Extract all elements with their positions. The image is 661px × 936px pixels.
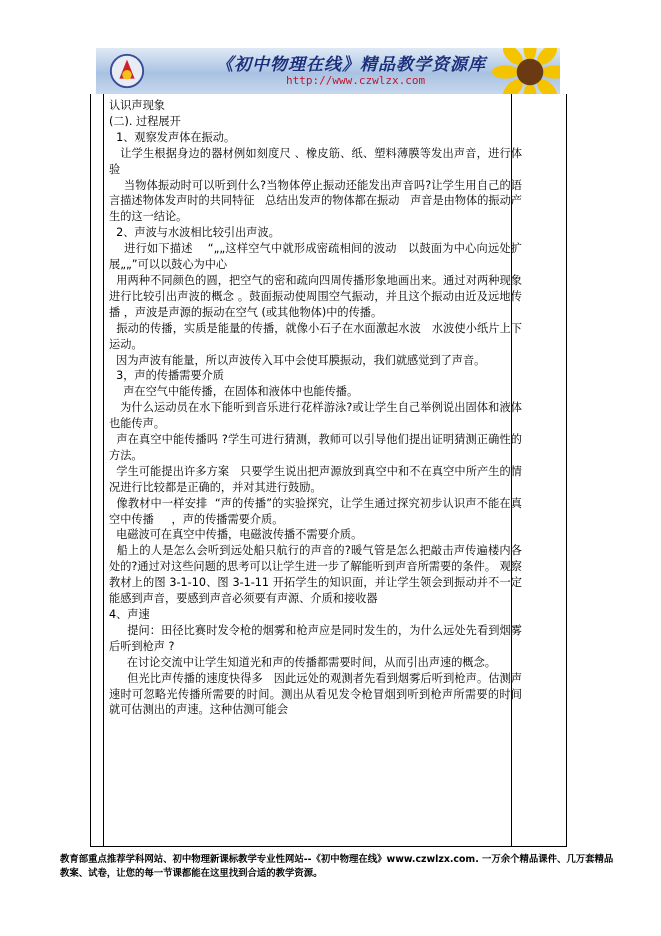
paragraph: 学生可能提出许多方案 只要学生说出把声源放到真空中和不在真空中所产生的情况进行比较都是正确的，并对其进行鼓励。	[109, 464, 522, 494]
logo-icon	[108, 52, 146, 90]
paragraph: 提问：田径比赛时发令枪的烟雾和枪声应是同时发生的，为什么远处先看到烟雾后听到枪声 ?	[109, 623, 522, 653]
banner-title: 《初中物理在线》精品教学资源库	[216, 55, 486, 75]
step-3-heading: 3，声的传播需要介质	[109, 369, 224, 383]
paragraph: 让学生根据身边的器材例如刻度尺 、橡皮筋、纸、塑料薄膜等发出声音，进行体验	[109, 146, 523, 176]
process-heading: (二). 过程展开	[109, 114, 181, 128]
left-column-divider	[103, 94, 104, 846]
page-footer: 教育部重点推荐学科网站、初中物理新课标教学专业性网站--《初中物理在线》www.czwlzx.com. 一万余个精品课件、几万套精品教案、试卷，让您的每一节课都能在这里找到合适的教学资源。	[60, 854, 614, 879]
paragraph: 但光比声传播的速度快得多 因此远处的观测者先看到烟雾后听到枪声。估测声速时可忽略光传播所需要的时间。测出从看见发令枪冒烟到听到枪声所需要的时间 就可估测出的声速。这种估测可能会	[109, 671, 533, 717]
paragraph: 用两种不同颜色的圆，把空气的密和疏向四周传播形象地画出来。通过对两种现象进行比较引出声波的概念 。鼓面振动使周围空气振动，并且这个振动由近及远地传播 ，声波是声源的振动在空气 (或其他物体)中的传播。	[109, 273, 522, 319]
paragraph: 进行如下描述 “„„这样空气中就形成密疏相间的波动 以鼓面为中心向远处扩展„„”可以以鼓心为中心	[109, 242, 522, 272]
lesson-content	[109, 98, 533, 718]
section-title: 认识声现象	[109, 99, 165, 112]
paragraph: 因为声波有能量，所以声波传入耳中会使耳膜振动，我们就感觉到了声音。	[109, 353, 486, 367]
paragraph: 像教材中一样安排 “声的传播”的实验探究，让学生通过探究初步认识声不能在真空中传播 ，声的传播需要介质。	[109, 496, 522, 526]
banner-url[interactable]: http://www.czwlzx.com	[286, 74, 426, 87]
paragraph: 振动的传播，实质是能量的传播，就像小石子在水面激起水波 水波使小纸片上下运动。	[109, 321, 522, 351]
paragraph: 为什么运动员在水下能听到音乐进行花样游泳?或让学生自己举例说出固体和液体也能传声。	[109, 401, 522, 431]
paragraph: 声在空气中能传播，在固体和液体中也能传播。	[109, 385, 359, 399]
step-1-heading: 1、观察发声体在振动。	[109, 130, 236, 144]
step-2-heading: 2、声波与水波相比较引出声波。	[109, 226, 280, 240]
paragraph: 电磁波可在真空中传播，电磁波传播不需要介质。	[109, 528, 363, 542]
step-4-heading: 4、声速	[109, 608, 150, 621]
paragraph: 船上的人是怎么会听到远处船只航行的声音的?暖气管是怎么把敲击声传遍楼内各处的?通过对这些问题的思考可以让学生进一步了解能听到声音所需要的条件。 观察教材上的图 3-1-10、图 3-1-11 开拓学生的知识面，并让学生领会到振动并不一定能感到声音，要感到声音必须要有声源、介质和接收器	[109, 544, 522, 606]
sunflower-icon	[492, 48, 560, 94]
paragraph: 当物体振动时可以听到什么?当物体停止振动还能发出声音吗?让学生用自己的语言描述物体发声时的共同特征 总结出发声的物体都在振动 声音是由物体的振动产生的这一结论。	[109, 178, 522, 224]
header-banner	[96, 48, 560, 94]
paragraph: 声在真空中能传播吗 ?学生可进行猜测，教师可以引导他们提出证明猜测正确性的方法。	[109, 433, 522, 462]
paragraph: 在讨论交流中让学生知道光和声的传播都需要时间，从而引出声速的概念。	[109, 655, 496, 669]
